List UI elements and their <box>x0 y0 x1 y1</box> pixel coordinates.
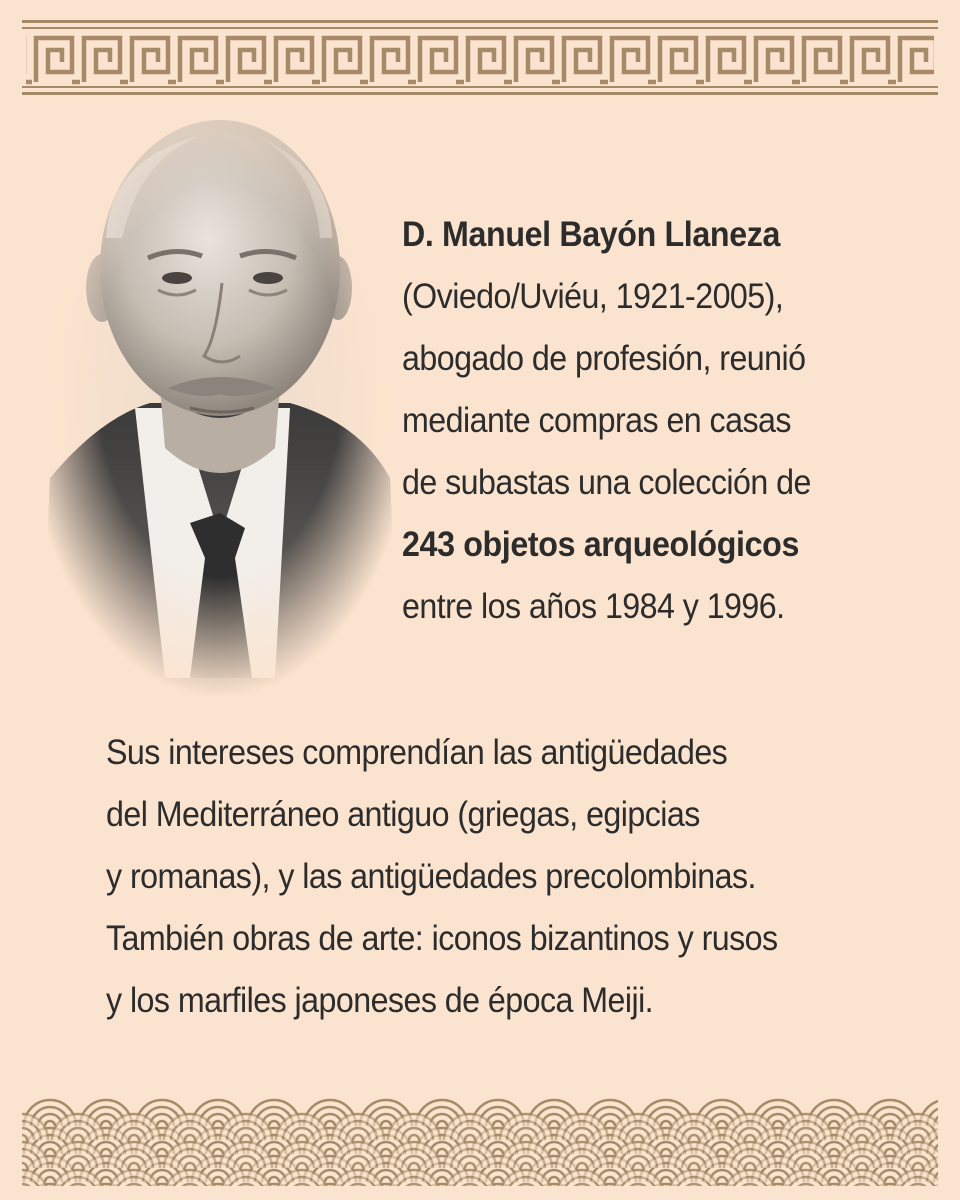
interests-line: También obras de arte: iconos bizantinos y rusos <box>106 919 778 958</box>
interests-line: y los marfiles japoneses de época Meiji. <box>106 981 654 1020</box>
portrait-photo <box>40 118 400 698</box>
bio-text <box>402 204 890 638</box>
seigaiha-wave-border <box>22 1098 938 1186</box>
interests-line: Sus intereses comprendían las antigüedades <box>106 733 728 772</box>
bio-line: mediante compras en casas <box>402 401 791 440</box>
bio-line: de subastas una colección de <box>402 463 811 502</box>
bio-line: abogado de profesión, reunió <box>402 339 806 378</box>
collection-count-highlight: 243 objetos arqueológicos <box>402 525 799 564</box>
greek-key-border <box>22 16 938 98</box>
interests-line: y romanas), y las antigüedades precolombinas. <box>106 857 756 896</box>
bio-line: (Oviedo/Uviéu, 1921-2005), <box>402 277 784 316</box>
bio-line: entre los años 1984 y 1996. <box>402 587 785 626</box>
person-name: D. Manuel Bayón Llaneza <box>402 215 781 254</box>
interests-paragraph <box>106 722 870 1032</box>
interests-line: del Mediterráneo antiguo (griegas, egipcias <box>106 795 700 834</box>
